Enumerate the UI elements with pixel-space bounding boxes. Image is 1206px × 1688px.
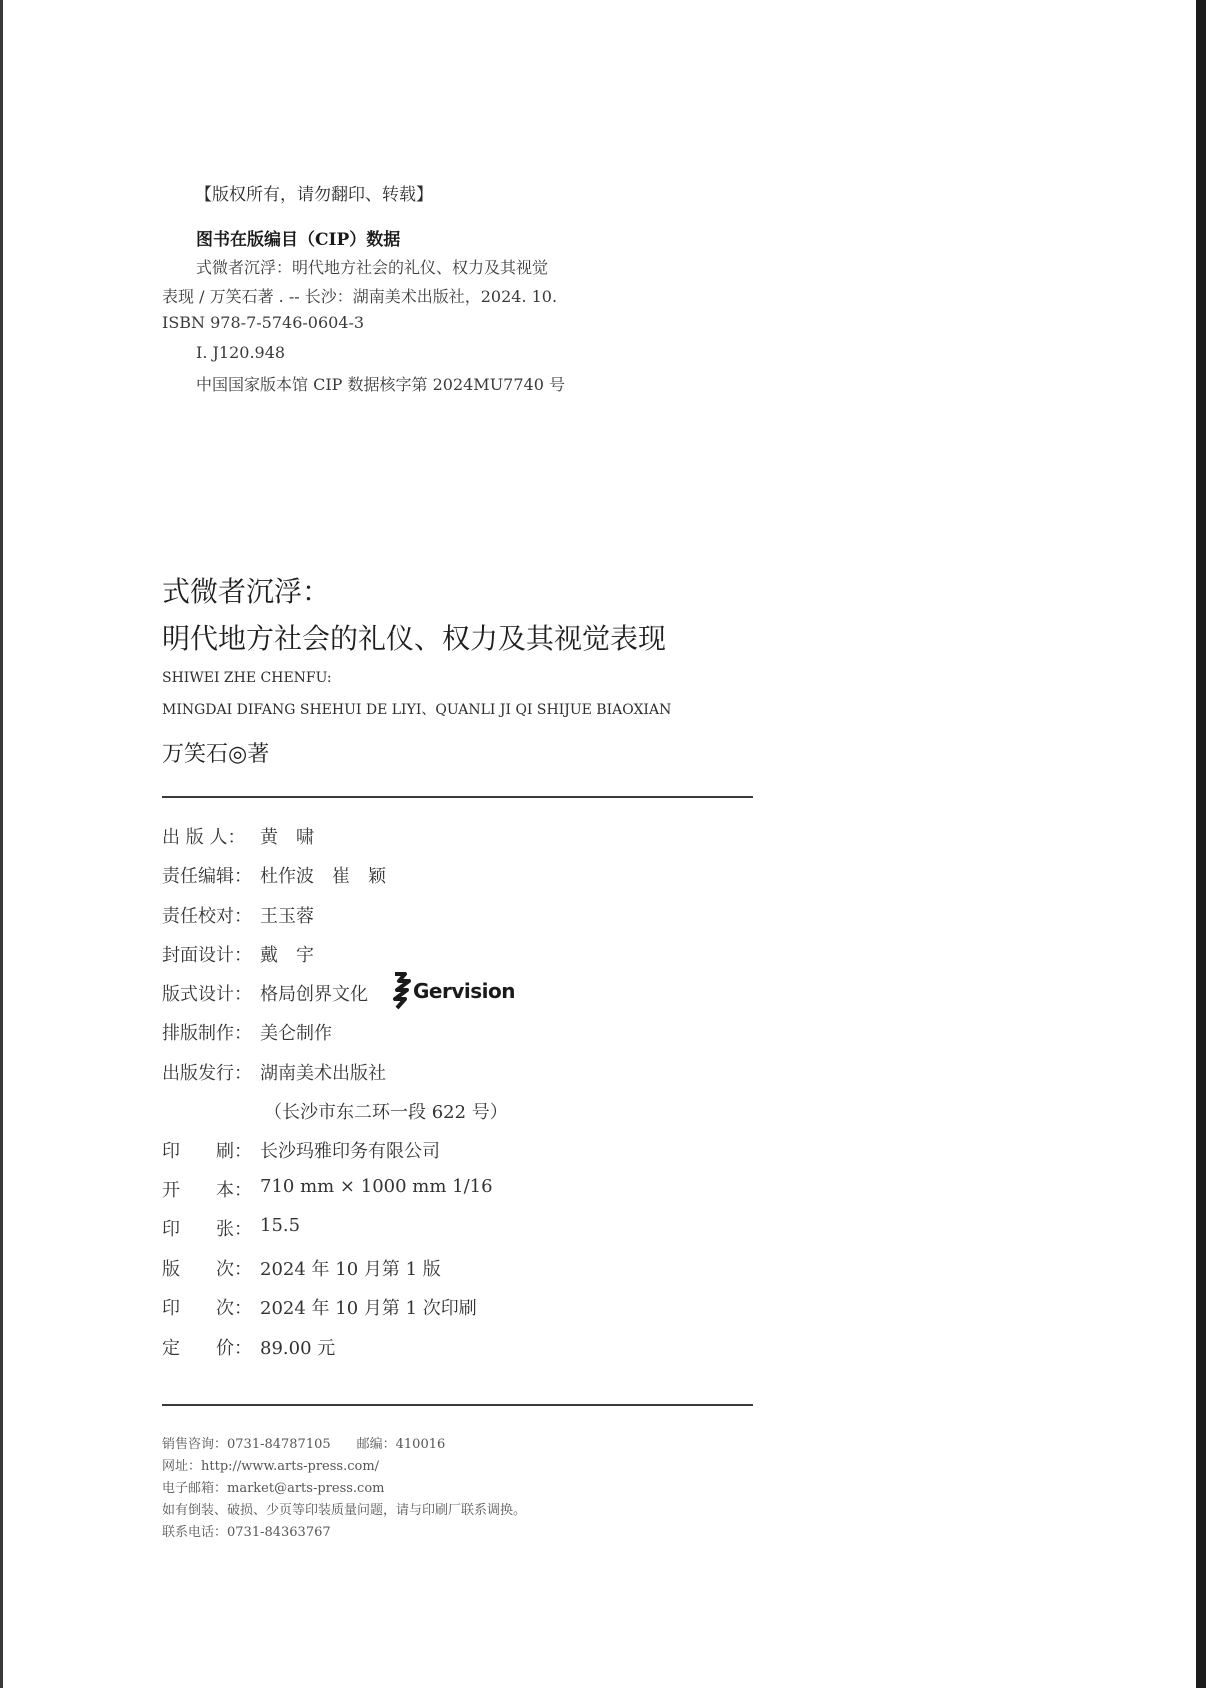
cip-classification: Ⅰ. J120.948	[196, 343, 286, 362]
book-author: 万笑石◎著	[162, 742, 270, 767]
credit-value: 黄 啸	[260, 827, 314, 848]
credit-label: 版 次：	[162, 1259, 252, 1280]
credit-label: 出 版 人：	[162, 827, 246, 848]
gervision-logo-icon	[391, 972, 413, 1010]
credit-value: 王玉蓉	[260, 906, 314, 927]
copyright-notice: 【版权所有，请勿翻印、转载】	[195, 185, 433, 205]
cip-record-number: 中国国家版本馆 CIP 数据核字第 2024MU7740 号	[196, 375, 565, 394]
credit-label: 责任编辑：	[162, 866, 252, 887]
credit-value: 710 mm × 1000 mm 1/16	[260, 1176, 493, 1197]
book-pinyin-line-2: MINGDAI DIFANG SHEHUI DE LIYI、QUANLI JI QI SHIJUE BIAOXIAN	[162, 702, 672, 718]
credit-label: 印 张：	[162, 1219, 252, 1240]
footer-email: 电子邮箱：market@arts-press.com	[162, 1481, 385, 1496]
divider-bottom	[162, 1404, 753, 1406]
credit-label: 版式设计：	[162, 984, 252, 1005]
cip-isbn: ISBN 978-7-5746-0604-3	[162, 313, 365, 332]
divider-top	[162, 796, 753, 798]
book-pinyin-line-1: SHIWEI ZHE CHENFU:	[162, 670, 332, 686]
credit-label: 印 次：	[162, 1298, 252, 1319]
footer-website: 网址：http://www.arts-press.com/	[162, 1459, 380, 1474]
gervision-logo-text: Gervision	[413, 979, 515, 1003]
credit-value: 湖南美术出版社	[260, 1063, 386, 1084]
credit-value: 长沙玛雅印务有限公司	[260, 1141, 440, 1162]
footer-sales-contact: 销售咨询：0731-84787105 邮编：410016	[162, 1437, 446, 1452]
credit-value: 戴 宇	[260, 945, 314, 966]
page-right-edge	[1196, 0, 1206, 1688]
credit-label: 印 刷：	[162, 1141, 252, 1162]
credit-label: 封面设计：	[162, 945, 252, 966]
credit-value: 89.00 元	[260, 1338, 336, 1359]
credit-value: 杜作波 崔 颖	[260, 866, 386, 887]
credit-value: 格局创界文化	[260, 984, 368, 1005]
credit-label: 排版制作：	[162, 1023, 252, 1044]
footer-quality-notice: 如有倒装、破损、少页等印装质量问题，请与印刷厂联系调换。	[162, 1503, 527, 1518]
credit-value: 美仑制作	[260, 1023, 332, 1044]
credit-label: 开 本：	[162, 1180, 252, 1201]
credit-label: 责任校对：	[162, 906, 252, 927]
cip-line-1: 式微者沉浮：明代地方社会的礼仪、权力及其视觉	[196, 258, 549, 277]
credit-label: 出版发行：	[162, 1063, 252, 1084]
credit-value: 15.5	[260, 1215, 301, 1236]
book-title-line-1: 式微者沉浮：	[162, 575, 331, 608]
credit-value: 2024 年 10 月第 1 次印刷	[260, 1298, 477, 1319]
cip-heading: 图书在版编目（CIP）数据	[196, 230, 401, 250]
publisher-address: （长沙市东二环一段 622 号）	[264, 1102, 508, 1123]
page-left-edge	[0, 0, 3, 1688]
credit-label: 定 价：	[162, 1338, 252, 1359]
book-title-line-2: 明代地方社会的礼仪、权力及其视觉表现	[162, 622, 667, 655]
credit-value: 2024 年 10 月第 1 版	[260, 1259, 441, 1280]
footer-phone: 联系电话：0731-84363767	[162, 1525, 331, 1540]
cip-line-2: 表现 / 万笑石著 . -- 长沙：湖南美术出版社，2024. 10.	[162, 287, 558, 306]
